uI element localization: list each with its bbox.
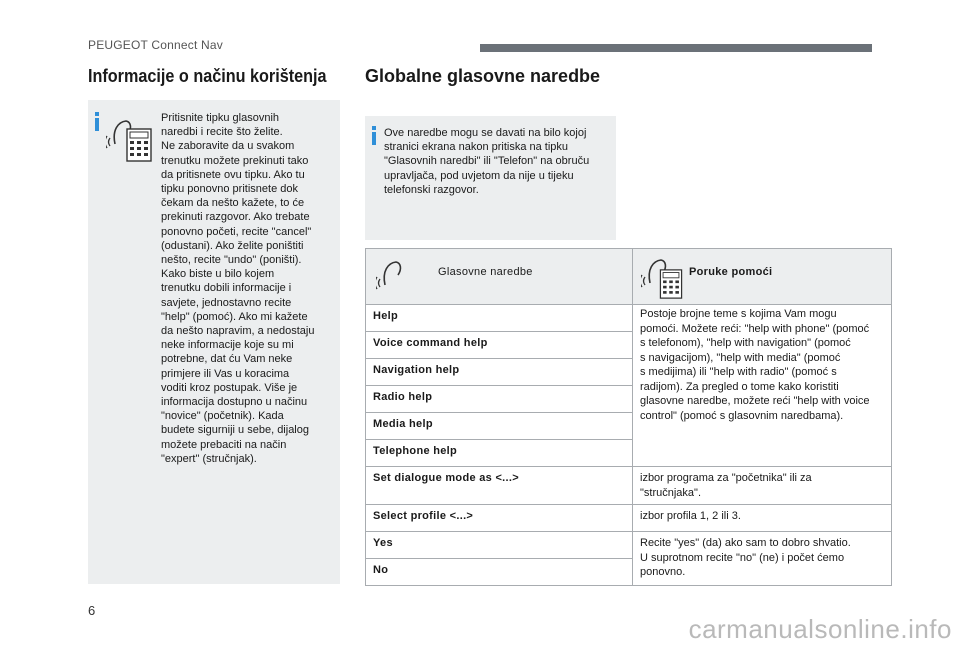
command-help: Help: [366, 305, 633, 332]
info-icon: [372, 132, 376, 145]
col-header-help-messages-label: Poruke pomoći: [689, 266, 773, 278]
left-section-title: Informacije o načinu korištenja: [88, 66, 327, 86]
command-yes: Yes: [366, 532, 633, 559]
voice-command-icon: [376, 259, 404, 293]
col-header-commands: [366, 249, 633, 305]
command-no: No: [366, 559, 633, 586]
table-row: [366, 305, 892, 332]
watermark: carmanualsonline.info: [688, 614, 952, 644]
table-header-row: [366, 249, 892, 305]
usage-info-text: Pritisnite tipku glasovnih naredbi i recite što želite. Ne zaboravite da u svakom trenutku možete prekinuti tako da pritisnete ovu tipku. Ako tu tipku ponovno pritisnete dok čekam da nešto kažete, to će prekinuti razgovor. Ako trebate ponovno početi, recite "cancel" (odustani). Ako želite poništiti nešto, recite "undo" (poništi). Kako biste u bilo kojem trenutku dobili informacije i savjete, jednostavno recite "help" (pomoć). Ako mi kažete da nešto napravim, a nedostaju neke informacije koje su mi potrebne, dat ću Vam neke primjere ili Vas u koracima voditi kroz postupak. Više je informacija dostupno u načinu "novice" (početnik). Kada budete sigurniji u sebe, dijalog možete prebaciti na način "expert" (stručnjak).: [161, 112, 315, 465]
command-voice-command-help: Voice command help: [366, 332, 633, 359]
voice-commands-table: [365, 248, 892, 586]
table-row: [366, 532, 892, 559]
usage-info-box: [88, 100, 340, 584]
help-message: Postoje brojne teme s kojima Vam mogu pomoći. Možete reći: "help with phone" (pomoć s telefonom), "help with navigation" (pomoć s navigacijom), "help with media" (pomoć s medijima) ili "help with radio" (pomoć s radijom). Za pregled o tome kako koristiti glasovne naredbe, možete reći "help with voice control" (pomoć s glasovnim naredbama).: [633, 305, 892, 467]
command-radio-help: Radio help: [366, 386, 633, 413]
keypad-icon: [659, 269, 683, 299]
command-set-dialogue-mode: Set dialogue mode as <...>: [366, 467, 633, 505]
header-brand: PEUGEOT Connect Nav: [88, 38, 223, 52]
col-header-help-messages: [633, 249, 892, 305]
global-commands-info-text: Ove naredbe mogu se davati na bilo kojoj stranici ekrana nakon pritiska na tipku "Glasovnih naredbi" ili "Telefon" na obruču upravljača, pod uvjetom da nije u tijeku telefonski razgovor.: [384, 127, 590, 196]
info-icon: [95, 118, 99, 131]
col-header-commands-label: Glasovne naredbe: [438, 266, 533, 278]
command-telephone-help: Telephone help: [366, 440, 633, 467]
select-profile-message: izbor profila 1, 2 ili 3.: [633, 505, 892, 532]
yes-no-message: Recite "yes" (da) ako sam to dobro shvatio. U suprotnom recite "no" (ne) i počet ćemo ponovno.: [633, 532, 892, 586]
global-commands-info-box: [365, 116, 616, 240]
table-row: [366, 467, 892, 505]
page-number: 6: [88, 603, 96, 618]
dialogue-mode-message: izbor programa za "početnika" ili za "stručnjaka".: [633, 467, 892, 505]
keypad-icon: [126, 128, 152, 162]
table-row: [366, 505, 892, 532]
command-select-profile: Select profile <...>: [366, 505, 633, 532]
right-section-title: Globalne glasovne naredbe: [365, 66, 601, 86]
header-bar: [480, 44, 872, 52]
command-media-help: Media help: [366, 413, 633, 440]
command-navigation-help: Navigation help: [366, 359, 633, 386]
